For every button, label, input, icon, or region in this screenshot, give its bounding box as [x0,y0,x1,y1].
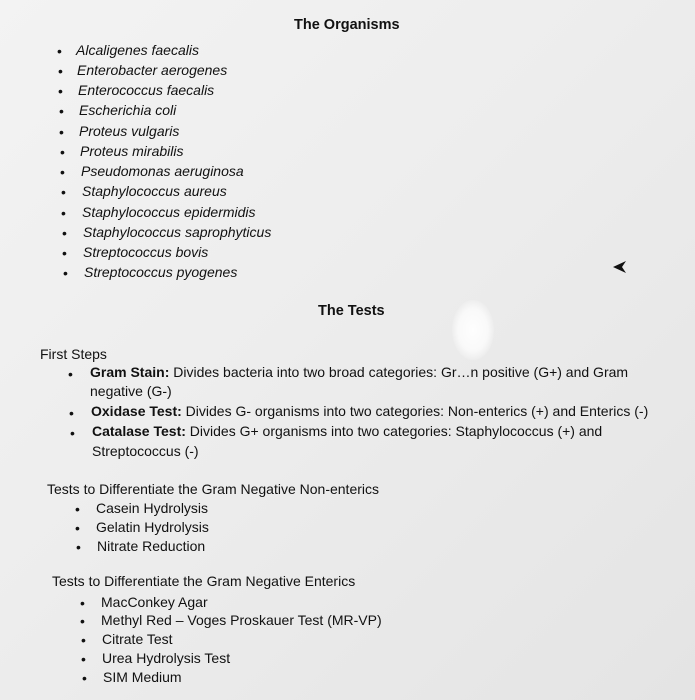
list-item: Citrate Test [102,631,173,647]
test-name: Catalase Test: [92,423,186,439]
list-item: Methyl Red – Voges Proskauer Test (MR-VP) [101,612,382,628]
list-item [90,363,628,381]
test-name: Oxidase Test: [91,403,182,419]
bullet-dot-icon: • [70,425,75,441]
list-item: Staphylococcus epidermidis [82,204,256,220]
test-name: Gram Stain: [90,364,170,380]
bullet-dot-icon: • [80,613,85,629]
bullet-dot-icon: • [81,651,86,667]
bullet-dot-icon: • [75,520,80,536]
enterics-heading: Tests to Differentiate the Gram Negative Enterics [52,573,356,589]
bullet-dot-icon: • [58,63,63,79]
list-item: Streptococcus bovis [83,244,209,260]
bullet-dot-icon: • [68,366,73,382]
list-item: Staphylococcus saprophyticus [83,224,272,240]
bullet-dot-icon: • [75,501,80,517]
bullet-dot-icon: • [62,245,67,261]
bullet-dot-icon: • [59,103,64,119]
screen-glare [452,300,494,360]
list-item: Casein Hydrolysis [96,500,209,516]
list-item: Nitrate Reduction [97,538,206,554]
list-item: Enterococcus faecalis [78,82,215,98]
bullet-dot-icon: • [82,670,87,686]
list-item: MacConkey Agar [101,594,208,610]
test-description: Divides bacteria into two broad categories: Gr…n positive (G+) and Gram [169,364,629,380]
list-item: Enterobacter aerogenes [77,62,228,78]
list-item: Staphylococcus aureus [82,183,227,199]
list-item: Escherichia coli [79,102,177,118]
tests-title: The Tests [318,303,385,319]
list-item [91,402,648,420]
non-enterics-heading: Tests to Differentiate the Gram Negative Non-enterics [47,481,380,497]
bullet-dot-icon: • [58,83,63,99]
first-steps-heading: First Steps [40,346,107,362]
test-description: Divides G- organisms into two categories: Non-enterics (+) and Enterics (-) [181,403,649,419]
bullet-dot-icon: • [61,205,66,221]
bullet-dot-icon: • [61,184,66,200]
bullet-dot-icon: • [63,265,68,281]
list-item: Proteus vulgaris [79,123,180,139]
bullet-dot-icon: • [62,225,67,241]
list-item: Proteus mirabilis [80,143,184,159]
test-description-cont: Streptococcus (-) [92,443,199,459]
bullet-dot-icon: • [60,164,65,180]
test-description-cont: negative (G-) [90,383,172,399]
list-item: Alcaligenes faecalis [76,42,199,58]
bullet-dot-icon: • [60,144,65,160]
test-description: Divides G+ organisms into two categories: Staphylococcus (+) and [185,423,603,439]
bullet-dot-icon: • [69,405,74,421]
bullet-dot-icon: • [76,539,81,555]
list-item: Gelatin Hydrolysis [96,519,209,535]
list-item: Urea Hydrolysis Test [102,650,231,666]
bullet-dot-icon: • [80,595,85,611]
organisms-title: The Organisms [294,17,400,33]
list-item [92,422,602,440]
bullet-dot-icon: • [57,43,62,59]
list-item: SIM Medium [103,669,182,685]
mouse-pointer-icon [612,258,628,276]
list-item: Streptococcus pyogenes [84,264,238,280]
list-item: Pseudomonas aeruginosa [81,163,244,179]
bullet-dot-icon: • [59,124,64,140]
bullet-dot-icon: • [81,632,86,648]
